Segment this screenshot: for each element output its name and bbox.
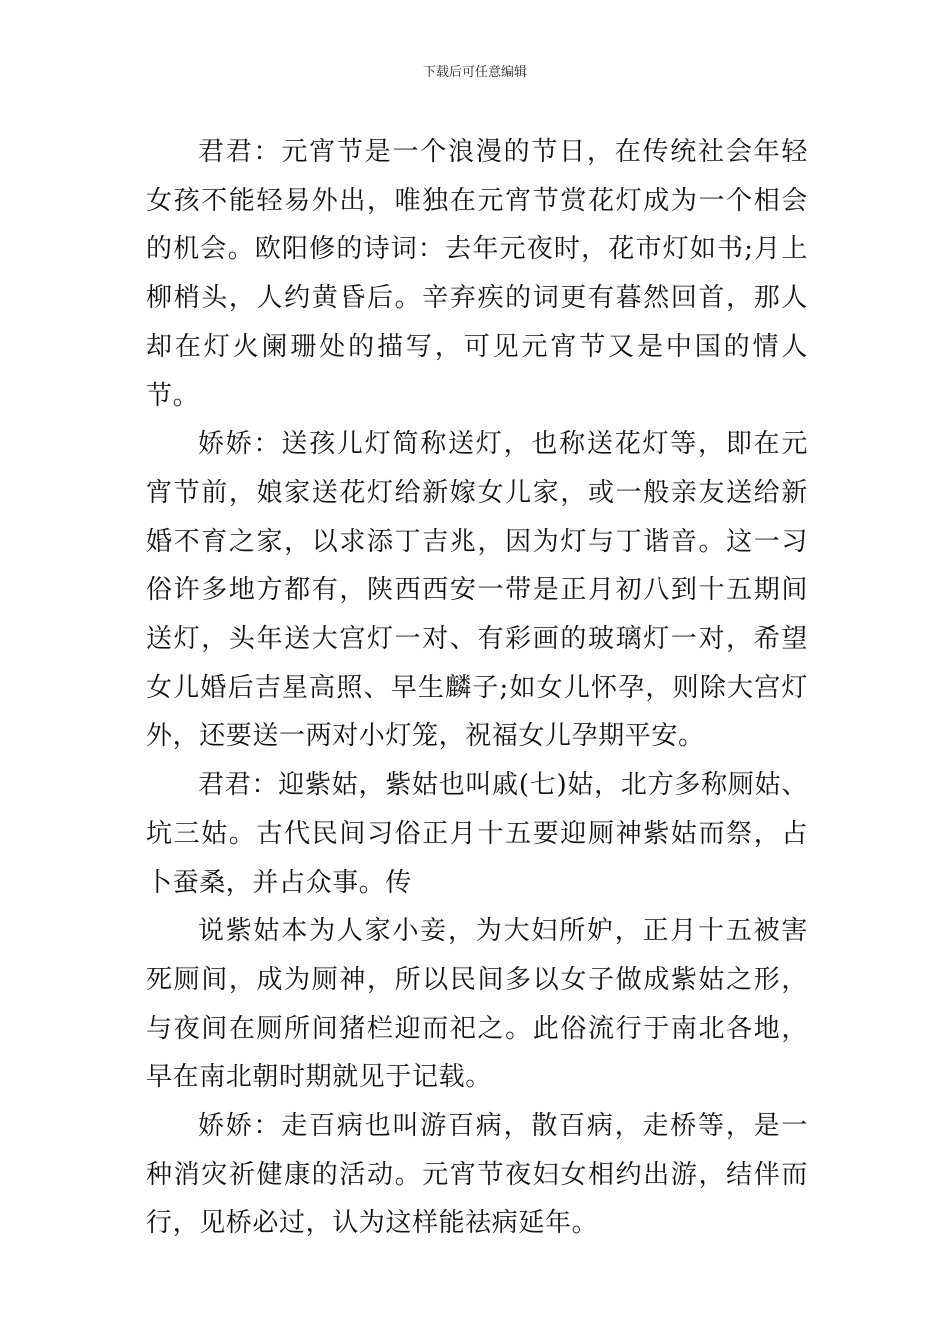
page-header-note: 下载后可任意编辑 xyxy=(422,65,527,80)
paragraph-4: 说紫姑本为人家小妾，为大妇所妒，正月十五被害死厕间，成为厕神，所以民间多以女子做成紫姑之形，与夜间在厕所间猪栏迎而祀之。此俗流行于南北各地，早在南北朝时期就见于记载。 xyxy=(146,916,808,1093)
paragraph-2: 娇娇：送孩儿灯简称送灯，也称送花灯等，即在元宵节前，娘家送花灯给新嫁女儿家，或一般亲友送给新婚不育之家，以求添丁吉兆，因为灯与丁谐音。这一习俗许多地方都有，陕西西安一带是正月初八到十五期间送灯，头年送大宫灯一对、有彩画的玻璃灯一对，希望女儿婚后吉星高照、早生麟子;如女儿怀孕，则除大宫灯外，还要送一两对小灯笼，祝福女儿孕期平安。 xyxy=(146,429,808,752)
paragraph-5: 娇娇：走百病也叫游百病，散百病，走桥等，是一种消灾祈健康的活动。元宵节夜妇女相约出游，结伴而行，见桥必过，认为这样能祛病延年。 xyxy=(146,1111,808,1239)
paragraph-3: 君君：迎紫姑，紫姑也叫戚(七)姑，北方多称厕姑、坑三姑。古代民间习俗正月十五要迎厕神紫姑而祭，占卜蚕桑，并占众事。传 xyxy=(146,770,808,898)
document-body xyxy=(146,128,808,1248)
paragraph-1: 君君：元宵节是一个浪漫的节日，在传统社会年轻女孩不能轻易外出，唯独在元宵节赏花灯成为一个相会的机会。欧阳修的诗词：去年元夜时，花市灯如书;月上柳梢头，人约黄昏后。辛弃疾的词更有暮然回首，那人却在灯火阑珊处的描写，可见元宵节又是中国的情人节。 xyxy=(146,137,808,411)
